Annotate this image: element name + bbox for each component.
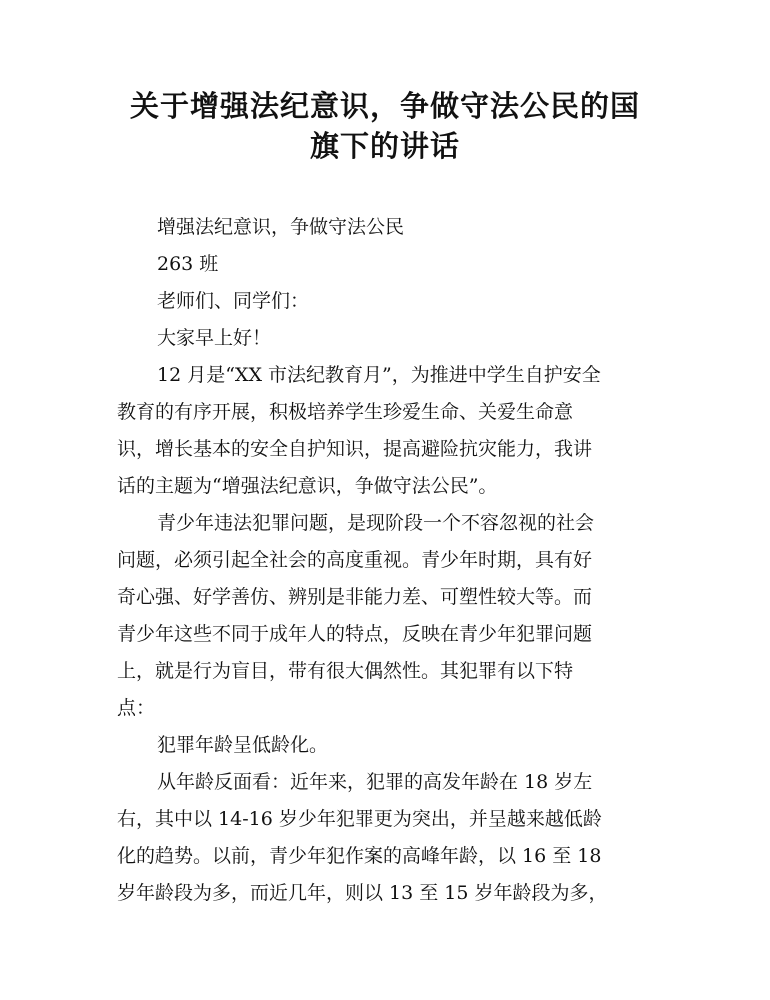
text-line: 青少年这些不同于成年人的特点，反映在青少年犯罪问题 — [117, 623, 593, 645]
text-line: 识，增长基本的安全自护知识，提高避险抗灾能力，我讲 — [117, 438, 593, 460]
text-line: 奇心强、好学善仿、辨别是非能力差、可塑性较大等。而 — [117, 586, 593, 608]
paragraph-subtitle — [117, 209, 637, 246]
text-line: 岁年龄段为多，而近几年，则以 13 至 15 岁年龄段为多， — [117, 882, 608, 904]
text-line: 老师们、同学们： — [157, 290, 310, 312]
paragraph-class — [117, 246, 637, 283]
paragraph-problem — [117, 505, 637, 727]
text-line: 增强法纪意识，争做守法公民 — [157, 216, 405, 238]
document-title — [100, 86, 670, 166]
document-body — [117, 209, 637, 912]
paragraph-salutation — [117, 283, 637, 320]
text-line: 从年龄反面看：近年来，犯罪的高发年龄在 18 岁左 — [157, 771, 593, 793]
paragraph-intro — [117, 357, 637, 505]
paragraph-age — [117, 764, 637, 912]
text-line: 教育的有序开展，积极培养学生珍爱生命、关爱生命意 — [117, 401, 574, 423]
title-line-1: 关于增强法纪意识，争做守法公民的国 — [129, 89, 640, 123]
text-line: 问题，必须引起全社会的高度重视。青少年时期，具有好 — [117, 549, 593, 571]
text-line: 青少年违法犯罪问题，是现阶段一个不容忽视的社会 — [157, 512, 595, 534]
text-line: 上，就是行为盲目，带有很大偶然性。其犯罪有以下特 — [117, 660, 574, 682]
text-line: 话的主题为“增强法纪意识，争做守法公民”。 — [117, 475, 498, 497]
paragraph-feature-heading — [117, 727, 637, 764]
text-line: 点： — [117, 697, 156, 719]
paragraph-greeting — [117, 320, 637, 357]
title-line-2: 旗下的讲话 — [309, 129, 460, 163]
text-line: 犯罪年龄呈低龄化。 — [157, 734, 329, 756]
text-line: 12 月是“XX 市法纪教育月”，为推进中学生自护安全 — [157, 364, 601, 386]
text-line: 大家早上好！ — [157, 327, 272, 349]
text-line: 263 班 — [157, 253, 219, 275]
text-line: 化的趋势。以前，青少年犯作案的高峰年龄，以 16 至 18 — [117, 845, 602, 867]
text-line: 右，其中以 14-16 岁少年犯罪更为突出，并呈越来越低龄 — [117, 808, 602, 830]
